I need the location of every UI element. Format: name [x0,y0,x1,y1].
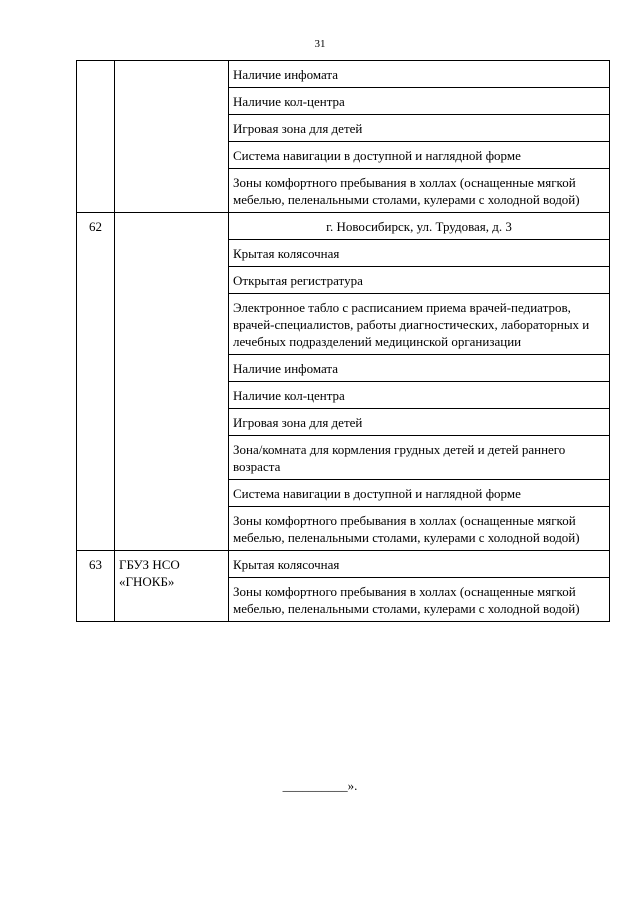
facility-item: Наличие инфомата [229,355,610,382]
organization-cell: ГБУЗ НСО «ГНОКБ» [115,551,229,622]
facility-item: Крытая колясочная [229,551,610,578]
page-number: 31 [314,38,326,50]
facility-item: Зона/комната для кормления грудных детей и детей раннего возраста [229,436,610,480]
facility-item: Игровая зона для детей [229,115,610,142]
facility-item: Зоны комфортного пребывания в холлах (оснащенные мягкой мебелью, пеленальными столами, кулерами с холодной водой) [229,578,610,622]
facility-item: Наличие инфомата [229,61,610,88]
organization-cell [115,213,229,551]
table-row [77,61,610,88]
facility-item: Крытая колясочная [229,240,610,267]
facility-item: Зоны комфортного пребывания в холлах (оснащенные мягкой мебелью, пеленальными столами, кулерами с холодной водой) [229,507,610,551]
table-row [77,213,610,240]
facility-item: Система навигации в доступной и наглядной форме [229,142,610,169]
facility-item: Электронное табло с расписанием приема врачей-педиатров, врачей-специалистов, работы диагностических, лабораторных и лечебных подразделений медицинской организации [229,294,610,355]
facility-item: Открытая регистратура [229,267,610,294]
row-number-cell: 62 [77,213,115,551]
facility-item: Наличие кол-центра [229,88,610,115]
facility-item: Система навигации в доступной и наглядной форме [229,480,610,507]
address-cell: г. Новосибирск, ул. Трудовая, д. 3 [229,213,610,240]
facilities-table [76,60,610,622]
facility-item: Зоны комфортного пребывания в холлах (оснащенные мягкой мебелью, пеленальными столами, кулерами с холодной водой) [229,169,610,213]
row-number-cell [77,61,115,213]
closing-mark: __________». [282,778,358,793]
organization-cell [115,61,229,213]
table-row [77,551,610,578]
facility-item: Игровая зона для детей [229,409,610,436]
facility-item: Наличие кол-центра [229,382,610,409]
row-number-cell: 63 [77,551,115,622]
